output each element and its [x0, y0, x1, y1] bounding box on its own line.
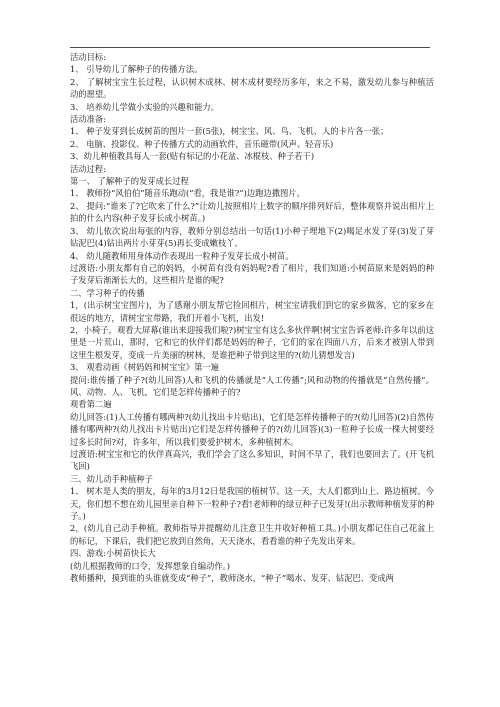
text-line: 1，(出示树宝宝图片)，为了感谢小朋友帮它捡回相片，树宝宝请我们到它的家乡做客，它的家乡在很远的地方，请树宝宝带路，我们开着小飞机，出发! [70, 300, 434, 323]
text-line: 观看第二遍 [70, 399, 112, 410]
text-line: 教师播种，摸到谁的头谁就变成“种子”，教师浇水，“种子”喝水、发芽、钻泥巴、变成两 [70, 573, 394, 584]
text-line: 2、 提问:“谁来了?它吹来了什么?”让幼儿按照相片上数字的顺序排列好后，整体观察并说出相片上拍的什么内容(种子发芽长成小树苗。) [70, 200, 434, 224]
text-line: 活动目标: [70, 52, 106, 62]
text-line: 提问:谁传播了种子?(幼儿回答)人和飞机的传播就是“人工传播”;风和动物的传播就是“自然传播”。风、动物、人、飞机，它们是怎样传播种子的? [70, 374, 434, 397]
text-line: 二、学习种子的传播 [70, 287, 145, 298]
text-line: 第一、 了解种子的发芽成长过程 [70, 176, 189, 187]
text-line: 过渡语:小朋友都有自己的妈妈，小树苗有没有妈妈呢?看了相片，我们知道:小树苗原来是妈妈的种子发芽后渐渐长大的，这些相片是谁的呢? [70, 262, 434, 286]
text-line: 四、游戏:小树苗快长大 [70, 548, 156, 559]
text-line: 活动过程: [70, 163, 106, 174]
text-line: 1、 教师扮“风伯伯”随音乐跑动(“看，我是谁?”)边跑边撒图片。 [70, 188, 305, 199]
text-line: 1、 种子发芽到长成树苗的图片一套(5张)，树宝宝、风、鸟、飞机、人的卡片各一张； [70, 126, 389, 137]
text-line: 3、 幼儿依次说出每张的内容，教师分别总结出一句话(1)小种子埋地下(2)喝足水发了芽(3)发了芽钻泥巴(4)钻出两片小芽芽(5)再长变成嫩枝丫。 [70, 225, 434, 249]
text-line: 2，(幼儿自己动手种植。教师指导并提醒幼儿注意卫生并收好种植工具。)小朋友都记住自己花盆上的标记，下课后，我们把它放到自然角，天天浇水，看看谁的种子先发出芽来。 [70, 523, 434, 546]
text-line: 2、 电脑、投影仪、种子传播方式的动画软件，音乐磁带(风声、轻音乐) [70, 138, 334, 149]
text-line: 4、 幼儿随教师用身体动作表现出一粒种子发芽长成小树苗。 [70, 250, 294, 261]
text-line: 2，小椅子，观看大屏幕(谁出来迎接我们啦?)树宝宝有这么多伙伴啊!树宝宝告诉老师:许多年以前这里是一片荒山，那时，它和它的伙伴们都是妈妈的种子，它们的家在四面八方，后来才被别人带到这里生根发芽，变成一片美丽的树林，是谁把种子带到这里的?(幼儿猜想发言) [70, 324, 434, 360]
header-rule [70, 47, 430, 48]
text-line: 幼儿回答:(1)人工传播有哪两种?(幼儿找出卡片贴出)，它们是怎样传播种子的?(幼儿回答)(2)自然传播有哪两种?(幼儿找出卡片贴出)它们是怎样传播种子的?(幼儿回答)(3)一粒种子长成一棵大树要经过多长时间?对，许多年，所以我们要爱护树木，多种植树木。 [70, 411, 434, 447]
text-line: 过渡语:树宝宝和它的伙伴真高兴，我们学会了这么多知识，时间不早了，我们也要回去了。(开飞机飞回) [70, 449, 434, 472]
text-line: (幼儿根据教师的口令，发挥想象自编动作。) [70, 560, 230, 571]
text-line: 3、 培养幼儿学做小实验的兴趣和能力。 [70, 101, 219, 112]
text-line: 3、幼儿种植教具每人一套(贴有标记的小花盆、冰棍枝、种子若干) [70, 151, 315, 162]
text-line: 1、 树木是人类的朋友，每年的3月12日是我国的植树节。这一天，大人们都到山上、路边植树。今天，你们想不想在幼儿园里亲自种下一粒种子?看!老师种的绿豆种子已发芽!(出示教师种植发芽的种子。) [70, 486, 434, 522]
text-line: 三、幼儿动手种植种子 [70, 473, 153, 484]
text-line: 活动准备: [70, 114, 106, 125]
text-line: 1、 引导幼儿了解种子的传播方法。 [70, 64, 203, 75]
text-line: 3、 观看动画《树妈妈和树宝宝》第一遍 [70, 362, 219, 373]
text-line: 2、 了解树宝宝生长过程，认识树木成林、树木成材要经历多年，来之不易，激发幼儿参与种植活动的愿望。 [70, 76, 434, 100]
document-body [70, 51, 434, 584]
